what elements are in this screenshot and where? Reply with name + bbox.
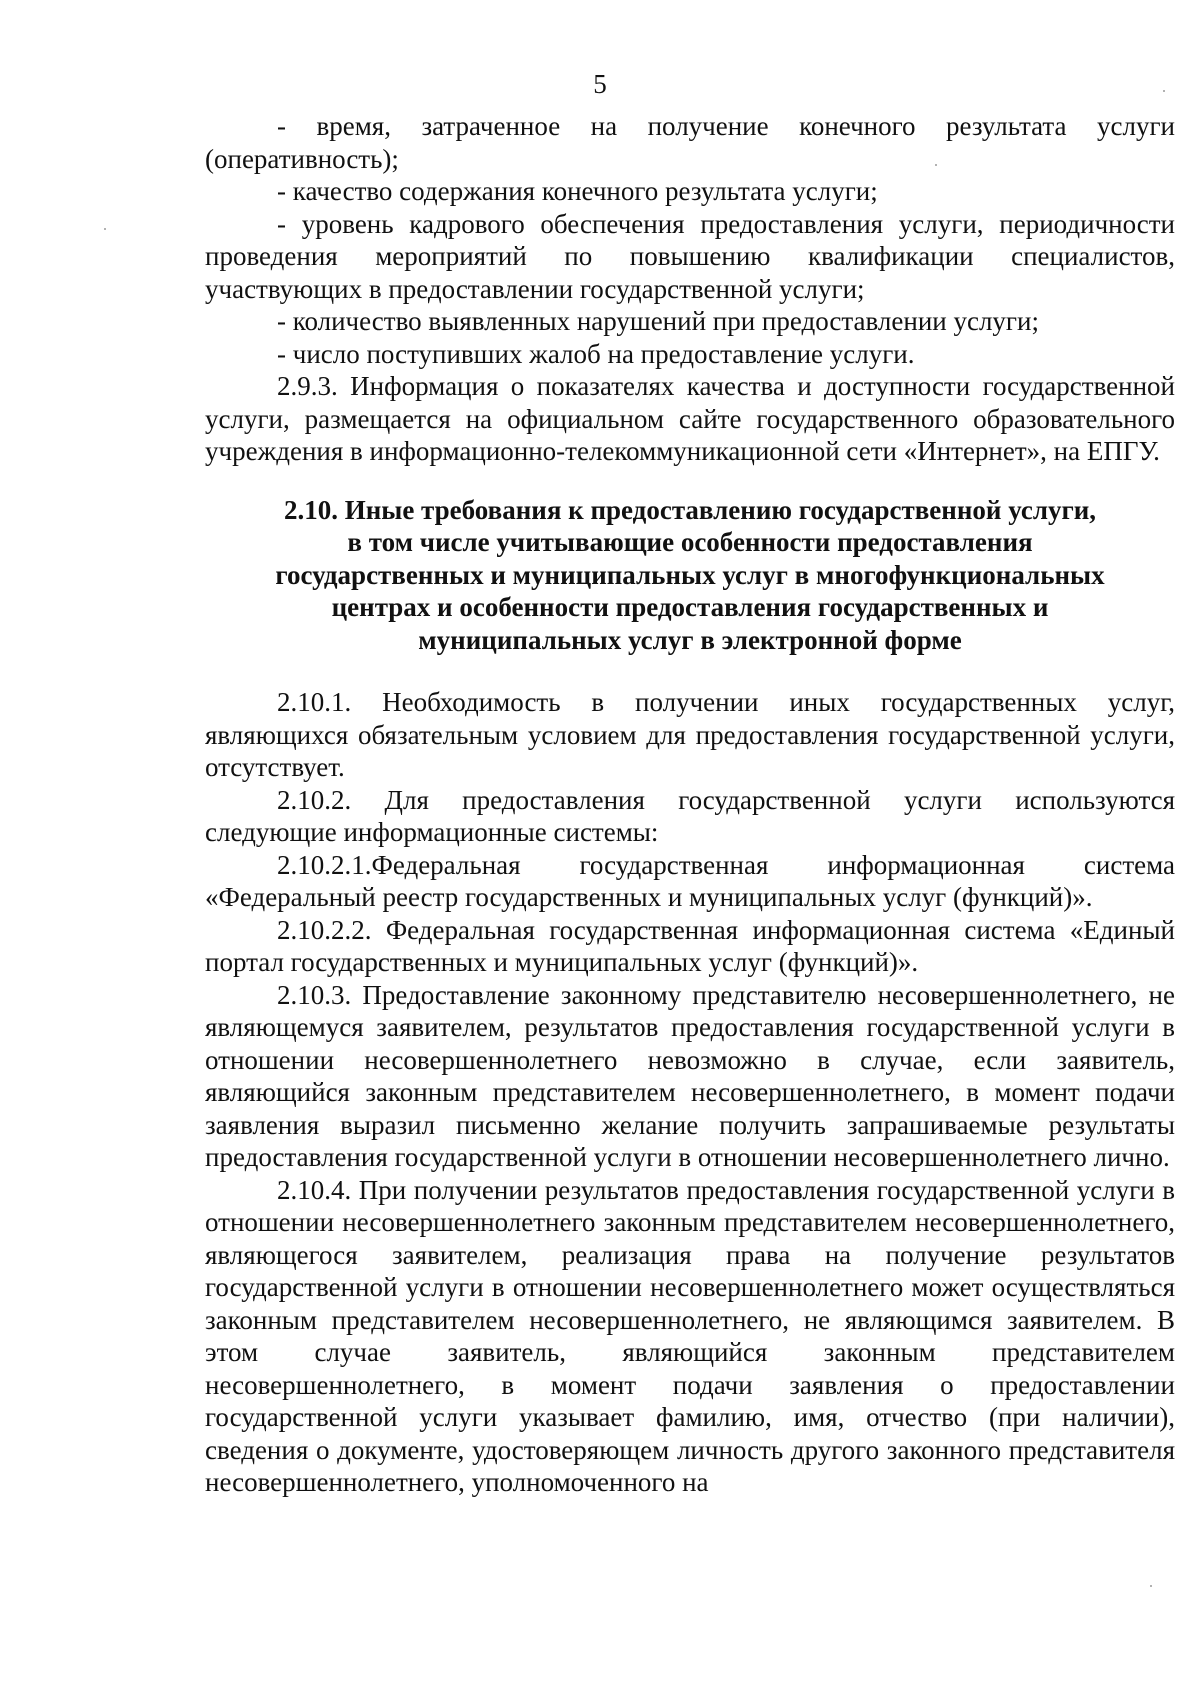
scan-speck — [1150, 1585, 1152, 1587]
paragraph-efficiency-criterion: - время, затраченное на получение конечного результата услуги (оперативность); — [205, 111, 1175, 174]
scan-speck — [1163, 90, 1165, 92]
heading-line: 2.10. Иные требования к предоставлению государственной услуги, — [283, 494, 1097, 525]
paragraph-2-10-3: 2.10.3. Предоставление законному представителю несовершеннолетнего, не являющемуся заявителем, результатов предоставления государственной услуги в отношении несовершеннолетнего невозможно в случае, если заявитель, являющийся законным представителем несовершеннолетнего, в момент подачи заявления выразил письменно желание получить запрашиваемые результаты предоставления государственной услуги в отношении несовершеннолетнего лично. — [205, 979, 1175, 1172]
scan-speck — [104, 228, 106, 230]
paragraph-complaints-criterion: - число поступивших жалоб на предоставление услуги. — [277, 338, 915, 369]
paragraph-2-10-2: 2.10.2. Для предоставления государственной услуги используются следующие информационные системы: — [205, 784, 1175, 847]
paragraph-2-10-4: 2.10.4. При получении результатов предоставления государственной услуги в отношении несовершеннолетнего законным представителем несовершеннолетнего, являющегося заявителем, реализация права на получение результатов государственной услуги в отношении несовершеннолетнего может осуществляться законным представителем несовершеннолетнего, не являющимся заявителем. В этом случае заявитель, являющийся законным представителем несовершеннолетнего, в момент подачи заявления о предоставлении государственной услуги указывает фамилию, имя, отчество (при наличии), сведения о документе, удостоверяющем личность другого законного представителя несовершеннолетнего, уполномоченного на — [205, 1174, 1175, 1497]
section-heading-2-10 — [205, 494, 1175, 657]
paragraph-staffing-criterion: - уровень кадрового обеспечения предоставления услуги, периодичности проведения мероприятий по повышению квалификации специалистов, участвующих в предоставлении государственной услуги; — [205, 208, 1175, 304]
scan-speck — [935, 164, 937, 166]
paragraph-violations-criterion: - количество выявленных нарушений при предоставлении услуги; — [277, 306, 1039, 336]
heading-line: центрах и особенности предоставления государственных и — [331, 592, 1049, 622]
paragraph-2-10-2-2: 2.10.2.2. Федеральная государственная информационная система «Единый портал государственных и муниципальных услуг (функций)». — [205, 914, 1175, 977]
page-number: 5 — [593, 69, 607, 99]
paragraph-2-9-3: 2.9.3. Информация о показателях качества и доступности государственной услуги, размещается на официальном сайте государственного образовательного учреждения в информационно-телекоммуникационной сети «Интернет», на ЕПГУ. — [205, 371, 1175, 466]
paragraph-2-10-1: 2.10.1. Необходимость в получении иных государственных услуг, являющихся обязательным условием для предоставления государственной услуги, отсутствует. — [205, 687, 1175, 782]
heading-line: муниципальных услуг в электронной форме — [418, 624, 962, 655]
heading-line: в том числе учитывающие особенности предоставления — [347, 527, 1033, 557]
paragraph-quality-criterion: - качество содержания конечного результата услуги; — [277, 176, 878, 206]
paragraph-2-10-2-1: 2.10.2.1.Федеральная государственная информационная система «Федеральный реестр государственных и муниципальных услуг (функций)». — [205, 849, 1175, 912]
document-body — [205, 110, 1175, 1499]
heading-line: государственных и муниципальных услуг в многофункциональных — [275, 559, 1105, 590]
